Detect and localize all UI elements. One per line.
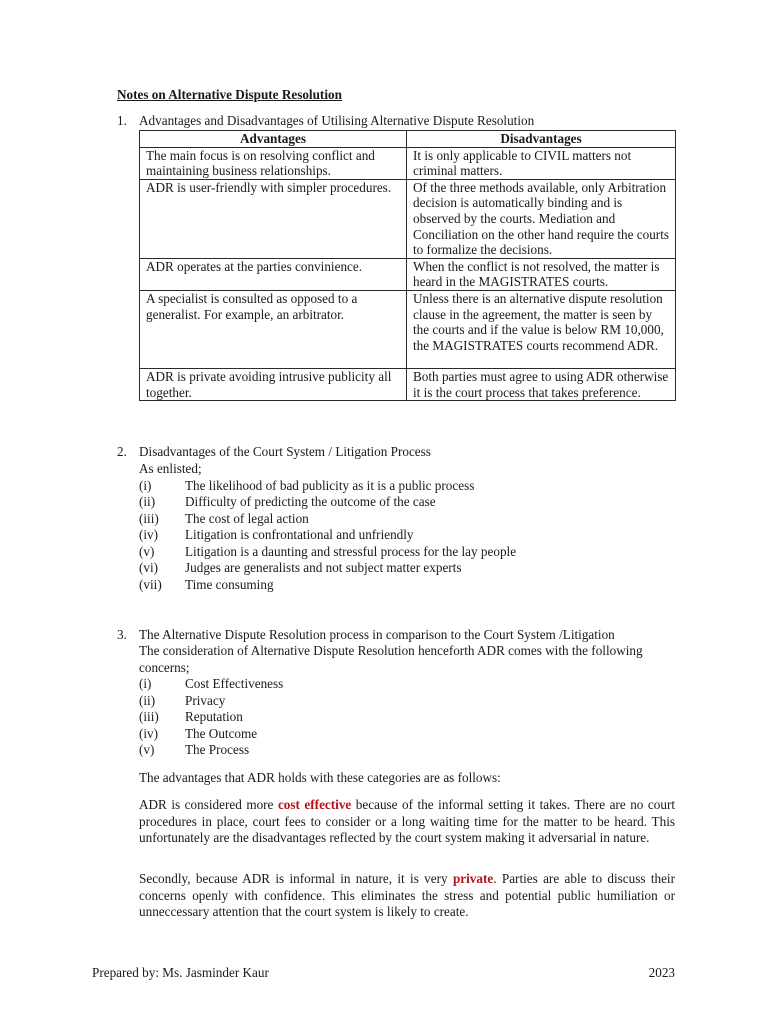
paragraph-text: Secondly, because ADR is informal in nature, it is very <box>139 871 453 886</box>
list-text: The Process <box>185 742 250 758</box>
table-row <box>140 368 676 400</box>
list-numeral: (iii) <box>139 709 159 725</box>
advantages-lead <box>139 770 675 787</box>
list-text: Reputation <box>185 709 243 725</box>
list-numeral: (ii) <box>139 692 156 708</box>
list-text: Litigation is a daunting and stressful process for the lay people <box>185 543 517 559</box>
list-numeral: (ii) <box>139 494 156 510</box>
disadvantage-cell: Unless there is an alternative dispute resolution clause in the agreement, the matter is seen by the courts and if the value is below RM 10,000, the MAGISTRATES courts recommend ADR. <box>407 290 676 368</box>
section-intro: As enlisted; <box>139 461 202 476</box>
section-heading-text: The Alternative Dispute Resolution process in comparison to the Court System /Litigation <box>139 627 615 642</box>
list-item <box>139 709 675 726</box>
section-2-body <box>139 461 675 594</box>
footer-year: 2023 <box>648 965 675 980</box>
list-numeral: (vi) <box>139 560 159 576</box>
list-text: The Outcome <box>185 725 258 741</box>
disadvantage-cell: Of the three methods available, only Arbitration decision is automatically binding and is observed by the courts. Mediation and Conciliation on the other hand require the courts to formalize the decisions. <box>407 179 676 258</box>
list-numeral: (iii) <box>139 510 159 526</box>
list-item <box>139 742 675 759</box>
paragraph <box>139 797 675 847</box>
highlight-cost-effective: cost effective <box>277 797 352 812</box>
section-1-heading <box>117 113 534 130</box>
table-row <box>140 290 676 368</box>
list-numeral: (i) <box>139 676 152 691</box>
list-item <box>139 478 675 495</box>
advantage-cell: ADR is private avoiding intrusive publicity all together. <box>140 368 407 400</box>
document-title: Notes on Alternative Dispute Resolution <box>117 87 342 102</box>
disadvantage-cell: It is only applicable to CIVIL matters not criminal matters. <box>407 147 676 179</box>
list-item <box>139 577 675 594</box>
table-row <box>140 147 676 179</box>
list-numeral: (vii) <box>139 577 162 593</box>
section-3-body <box>139 643 675 759</box>
prepared-by: Prepared by: Ms. Jasminder Kaur <box>92 965 269 980</box>
section-heading-text: Advantages and Disadvantages of Utilising Alternative Dispute Resolution <box>139 113 535 128</box>
disadvantage-cell: When the conflict is not resolved, the matter is heard in the MAGISTRATES courts. <box>407 258 676 290</box>
lead-text: The advantages that ADR holds with these categories are as follows: <box>139 770 501 785</box>
court-disadvantages-list <box>139 478 675 594</box>
list-text: Difficulty of predicting the outcome of the case <box>185 494 436 510</box>
column-header-advantages: Advantages <box>140 131 407 148</box>
list-text: Litigation is confrontational and unfriendly <box>185 527 414 543</box>
list-numeral: (iv) <box>139 527 159 543</box>
list-item <box>139 511 675 528</box>
section-number: 3. <box>117 627 127 642</box>
list-text: The cost of legal action <box>185 510 309 526</box>
list-numeral: (i) <box>139 477 152 493</box>
advantage-cell: The main focus is on resolving conflict and maintaining business relationships. <box>140 147 407 179</box>
list-item <box>139 494 675 511</box>
advantages-disadvantages-table <box>139 130 676 401</box>
list-text: Judges are generalists and not subject matter experts <box>185 560 462 576</box>
list-text: Cost Effectiveness <box>185 676 284 691</box>
section-intro: The consideration of Alternative Dispute Resolution henceforth ADR comes with the following concerns; <box>139 643 643 675</box>
section-number: 2. <box>117 444 127 459</box>
section-heading-text: Disadvantages of the Court System / Litigation Process <box>139 444 431 459</box>
paragraph-text: because of the informal setting it takes. There are no court procedures in place, court fees to consider or a long waiting time for the matter to be heard. This unfortunately are the disadvantages reflected by the court system making it adversarial in nature. <box>139 797 675 845</box>
list-numeral: (iv) <box>139 725 159 741</box>
page-footer <box>92 965 675 982</box>
advantage-cell: A specialist is consulted as opposed to a generalist. For example, an arbitrator. <box>140 290 407 368</box>
section-2-heading <box>117 444 431 461</box>
paragraph-text: . Parties are able to discuss their concerns openly with confidence. This eliminates the stress and potential public humiliation or unneccessary attention that the court system is likely to create. <box>139 871 675 919</box>
list-item <box>139 726 675 743</box>
highlight-private: private <box>452 871 494 886</box>
paragraph <box>139 871 675 921</box>
list-item <box>139 560 675 577</box>
column-header-disadvantages: Disadvantages <box>407 131 676 148</box>
table-row <box>140 258 676 290</box>
table-header-row <box>140 131 676 148</box>
list-item <box>139 527 675 544</box>
advantage-cell: ADR operates at the parties convinience. <box>140 258 407 290</box>
section-3-heading <box>117 627 615 644</box>
advantage-cell: ADR is user-friendly with simpler procedures. <box>140 179 407 258</box>
cost-effective-paragraph <box>139 797 675 847</box>
table-row <box>140 179 676 258</box>
paragraph-text: ADR is considered more <box>139 797 278 812</box>
list-text: The likelihood of bad publicity as it is a public process <box>185 477 475 493</box>
list-item <box>139 544 675 561</box>
list-text: Time consuming <box>185 577 274 593</box>
disadvantage-cell: Both parties must agree to using ADR otherwise it is the court process that takes preference. <box>407 368 676 400</box>
list-numeral: (v) <box>139 543 155 559</box>
privacy-paragraph <box>139 871 675 921</box>
adr-concerns-list <box>139 676 675 759</box>
list-numeral: (v) <box>139 742 155 758</box>
list-item <box>139 693 675 710</box>
section-number: 1. <box>117 113 127 128</box>
list-item <box>139 676 675 693</box>
list-text: Privacy <box>185 692 226 708</box>
